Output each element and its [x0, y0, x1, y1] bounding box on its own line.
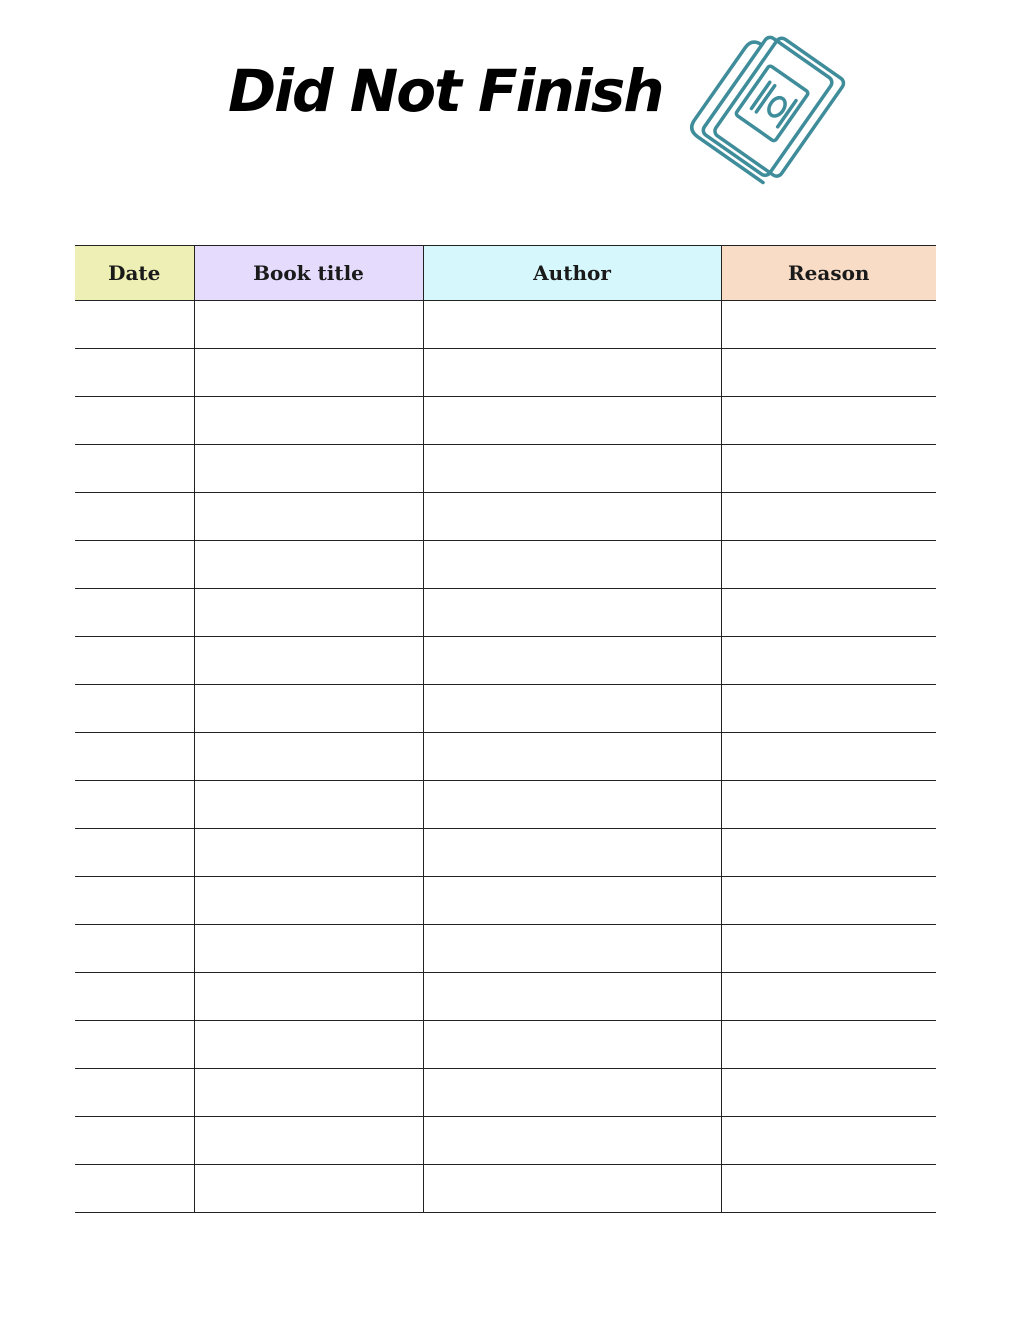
reason-cell[interactable] [721, 1117, 936, 1165]
reason-cell[interactable] [721, 829, 936, 877]
author-cell[interactable] [423, 973, 721, 1021]
book-title-cell[interactable] [194, 637, 423, 685]
reason-cell[interactable] [721, 637, 936, 685]
reason-cell[interactable] [721, 445, 936, 493]
reason-cell[interactable] [721, 1165, 936, 1213]
book-icon [690, 22, 855, 192]
book-title-cell[interactable] [194, 541, 423, 589]
date-cell[interactable] [75, 1069, 194, 1117]
table-row [75, 877, 936, 925]
reason-cell[interactable] [721, 1021, 936, 1069]
book-title-cell[interactable] [194, 1069, 423, 1117]
date-cell[interactable] [75, 733, 194, 781]
reason-column-header: Reason [721, 246, 936, 301]
table-row [75, 493, 936, 541]
reason-cell[interactable] [721, 1069, 936, 1117]
table-row [75, 397, 936, 445]
reason-cell[interactable] [721, 733, 936, 781]
author-cell[interactable] [423, 877, 721, 925]
author-cell[interactable] [423, 493, 721, 541]
book-title-cell[interactable] [194, 1117, 423, 1165]
author-cell[interactable] [423, 925, 721, 973]
author-cell[interactable] [423, 637, 721, 685]
table-row [75, 589, 936, 637]
book-title-cell[interactable] [194, 925, 423, 973]
table-row [75, 973, 936, 1021]
table-row [75, 301, 936, 349]
reason-cell[interactable] [721, 925, 936, 973]
author-cell[interactable] [423, 301, 721, 349]
book-title-cell[interactable] [194, 781, 423, 829]
reason-cell[interactable] [721, 685, 936, 733]
author-cell[interactable] [423, 1117, 721, 1165]
date-cell[interactable] [75, 637, 194, 685]
table-row [75, 349, 936, 397]
author-column-header: Author [423, 246, 721, 301]
table-row [75, 733, 936, 781]
book-title-cell[interactable] [194, 1165, 423, 1213]
table-row [75, 1117, 936, 1165]
date-cell[interactable] [75, 685, 194, 733]
dnf-table [75, 245, 936, 1213]
date-cell[interactable] [75, 781, 194, 829]
author-cell[interactable] [423, 397, 721, 445]
reason-cell[interactable] [721, 973, 936, 1021]
book-title-column-header: Book title [194, 246, 423, 301]
date-cell[interactable] [75, 349, 194, 397]
date-cell[interactable] [75, 1117, 194, 1165]
date-cell[interactable] [75, 1165, 194, 1213]
date-cell[interactable] [75, 541, 194, 589]
book-title-cell[interactable] [194, 397, 423, 445]
table-row [75, 445, 936, 493]
author-cell[interactable] [423, 685, 721, 733]
date-column-header: Date [75, 246, 194, 301]
date-cell[interactable] [75, 1021, 194, 1069]
date-cell[interactable] [75, 397, 194, 445]
author-cell[interactable] [423, 1069, 721, 1117]
author-cell[interactable] [423, 589, 721, 637]
reason-cell[interactable] [721, 349, 936, 397]
reason-cell[interactable] [721, 397, 936, 445]
table-row [75, 637, 936, 685]
author-cell[interactable] [423, 541, 721, 589]
reason-cell[interactable] [721, 301, 936, 349]
date-cell[interactable] [75, 973, 194, 1021]
author-cell[interactable] [423, 349, 721, 397]
date-cell[interactable] [75, 301, 194, 349]
reason-cell[interactable] [721, 589, 936, 637]
book-title-cell[interactable] [194, 589, 423, 637]
date-cell[interactable] [75, 445, 194, 493]
book-title-cell[interactable] [194, 493, 423, 541]
table-row [75, 1165, 936, 1213]
table-row [75, 1021, 936, 1069]
table-row [75, 781, 936, 829]
header-row [75, 246, 936, 301]
author-cell[interactable] [423, 781, 721, 829]
reason-cell[interactable] [721, 493, 936, 541]
book-title-cell[interactable] [194, 877, 423, 925]
page-title: Did Not Finish [228, 57, 663, 125]
book-title-cell[interactable] [194, 973, 423, 1021]
date-cell[interactable] [75, 829, 194, 877]
table-row [75, 925, 936, 973]
table-row [75, 1069, 936, 1117]
book-title-cell[interactable] [194, 445, 423, 493]
date-cell[interactable] [75, 493, 194, 541]
author-cell[interactable] [423, 829, 721, 877]
reason-cell[interactable] [721, 541, 936, 589]
book-title-cell[interactable] [194, 829, 423, 877]
table-row [75, 685, 936, 733]
author-cell[interactable] [423, 1165, 721, 1213]
book-title-cell[interactable] [194, 349, 423, 397]
date-cell[interactable] [75, 877, 194, 925]
book-title-cell[interactable] [194, 685, 423, 733]
reason-cell[interactable] [721, 877, 936, 925]
author-cell[interactable] [423, 733, 721, 781]
book-title-cell[interactable] [194, 301, 423, 349]
table-row [75, 829, 936, 877]
book-title-cell[interactable] [194, 733, 423, 781]
book-title-cell[interactable] [194, 1021, 423, 1069]
date-cell[interactable] [75, 925, 194, 973]
author-cell[interactable] [423, 1021, 721, 1069]
author-cell[interactable] [423, 445, 721, 493]
table-row [75, 541, 936, 589]
date-cell[interactable] [75, 589, 194, 637]
reason-cell[interactable] [721, 781, 936, 829]
